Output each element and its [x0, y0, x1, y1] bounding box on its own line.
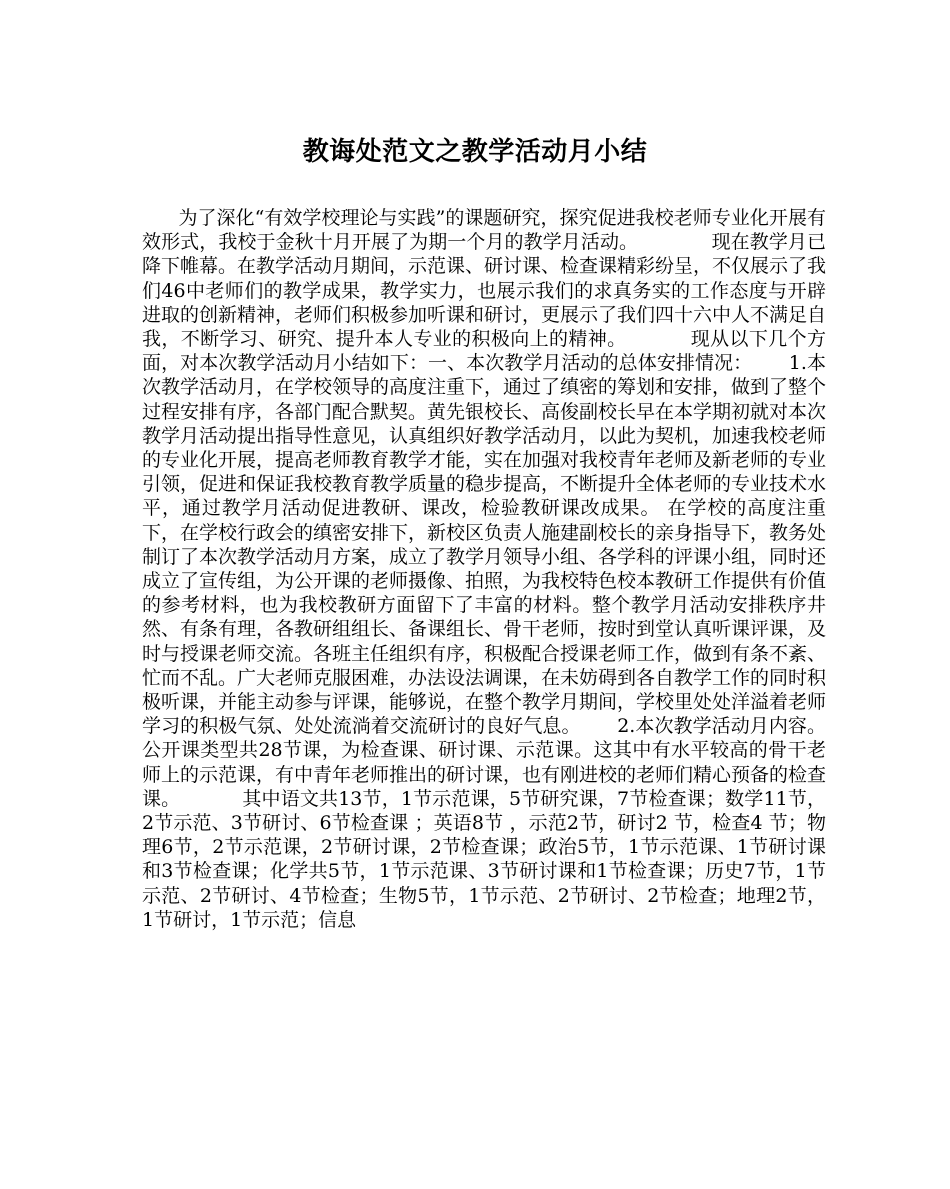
- document-title: 教诲处范文之教学活动月小结: [302, 137, 648, 167]
- document-body-paragraph: 为了深化“有效学校理论与实践”的课题研究，探究促进我校老师专业化开展有效形式，我校于金秋十月开展了为期一个月的教学月活动。 现在教学月已降下帷幕。在教学活动月期间，示范课、研讨课、检查课精彩纷呈，不仅展示了我们46中老师们的教学成果，教学实力，也展示我们的求真务实的工作态度与开辟进取的创新精神，老师们积极参加听课和研讨，更展示了我们四十六中人不满足自我，不断学习、研究、提升本人专业的积极向上的精神。 现从以下几个方面，对本次教学活动月小结如下：一、本次教学月活动的总体安排情况： 1.本次教学活动月，在学校领导的高度注重下，通过了缜密的筹划和安排，做到了整个过程安排有序，各部门配合默契。黄先银校长、高俊副校长早在本学期初就对本次教学月活动提出指导性意见，认真组织好教学活动月，以此为契机，加速我校老师的专业化开展，提高老师教育教学才能，实在加强对我校青年老师及新老师的专业引领，促进和保证我校教育教学质量的稳步提高，不断提升全体老师的专业技术水平，通过教学月活动促进教研、课改，检验教研课改成果。 在学校的高度注重下，在学校行政会的缜密安排下，新校区负责人施建副校长的亲身指导下，教务处制订了本次教学活动月方案，成立了教学月领导小组、各学科的评课小组，同时还成立了宣传组，为公开课的老师摄像、拍照，为我校特色校本教研工作提供有价值的参考材料，也为我校教研方面留下了丰富的材料。整个教学月活动安排秩序井然、有条有理，各教研组组长、备课组长、骨干老师，按时到堂认真听课评课，及时与授课老师交流。各班主任组织有序，积极配合授课老师工作，做到有条不紊、忙而不乱。广大老师克服困难，办法设法调课，在未妨碍到各自教学工作的同时积极听课，并能主动参与评课，能够说，在整个教学月期间，学校里处处洋溢着老师学习的积极气氛、处处流淌着交流研讨的良好气息。 2.本次教学活动月内容。 公开课类型共28节课，为检查课、研讨课、示范课。这其中有水平较高的骨干老师上的示范课，有中青年老师推出的研讨课，也有刚进校的老师们精心预备的检查课。 其中语文共13节，1节示范课，5节研究课，7节检查课；数学11节，2节示范、3节研讨、6节检查课 ；英语8节 ，示范2节，研讨2 节，检查4 节；物理6节，2节示范课，2节研讨课，2节检查课；政治5节，1节示范课、1节研讨课和3节检查课；化学共5节，1节示范课、3节研讨课和1节检查课；历史7节，1节示范、2节研讨、4节检查；生物5节，1节示范、2节研讨、2节检查；地理2节，1节研讨，1节示范；信息: [142, 207, 887, 931]
